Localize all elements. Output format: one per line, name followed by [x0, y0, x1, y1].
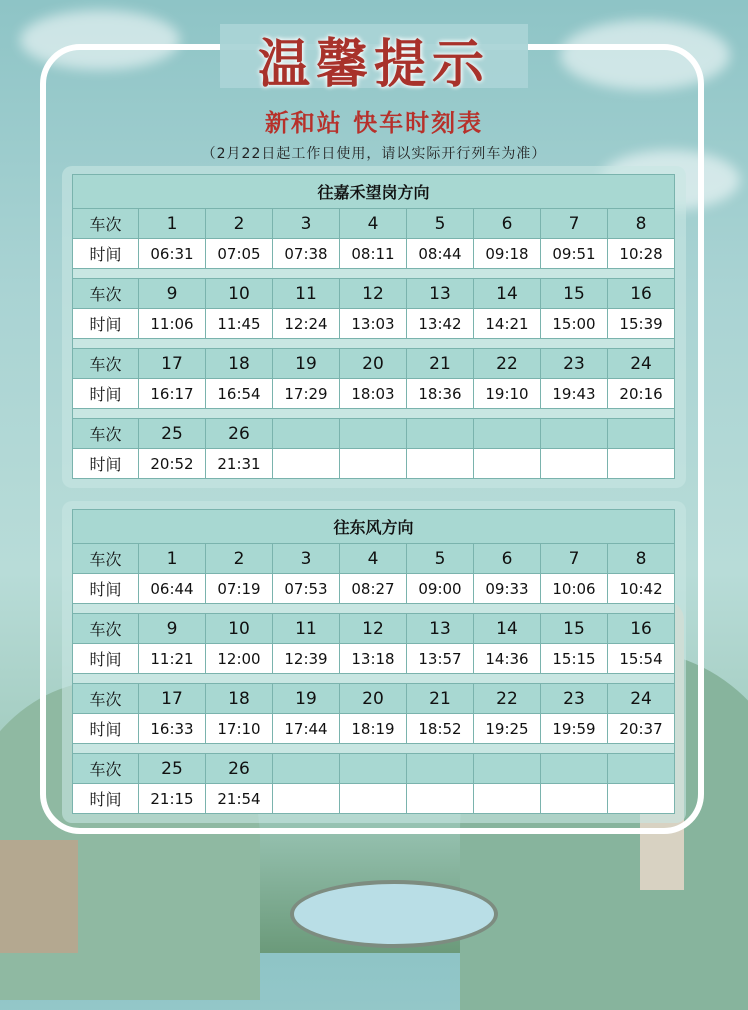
departure-time-cell: 21:15 [139, 784, 206, 814]
time-label: 时间 [73, 574, 139, 604]
departure-time-cell: 09:51 [541, 239, 608, 269]
train-number-cell: 4 [340, 544, 407, 574]
train-number-row [73, 349, 675, 379]
train-number-cell: 12 [340, 279, 407, 309]
train-number-cell: 21 [407, 349, 474, 379]
departure-time-cell: 14:21 [474, 309, 541, 339]
train-number-cell: 26 [206, 419, 273, 449]
train-number-cell [273, 419, 340, 449]
timetable-direction-2 [72, 509, 675, 814]
departure-time-cell: 15:00 [541, 309, 608, 339]
page-subtitle: 新和站 快车时刻表 [264, 109, 484, 137]
train-number-cell: 8 [608, 209, 675, 239]
train-number-cell: 15 [541, 614, 608, 644]
departure-time-row [73, 714, 675, 744]
train-number-cell: 23 [541, 684, 608, 714]
gate-decoration [0, 840, 78, 953]
spacer-cell [73, 269, 675, 279]
departure-time-cell: 07:53 [273, 574, 340, 604]
train-number-cell [541, 419, 608, 449]
train-number-cell: 19 [273, 349, 340, 379]
departure-time-cell: 19:43 [541, 379, 608, 409]
direction-title: 往嘉禾望岗方向 [73, 175, 675, 209]
departure-time-cell: 15:39 [608, 309, 675, 339]
departure-time-row [73, 379, 675, 409]
train-number-cell: 19 [273, 684, 340, 714]
train-number-cell: 5 [407, 209, 474, 239]
train-number-cell [340, 419, 407, 449]
car-label: 车次 [73, 279, 139, 309]
departure-time-cell: 09:33 [474, 574, 541, 604]
departure-time-cell [340, 449, 407, 479]
departure-time-cell [541, 784, 608, 814]
train-number-row [73, 279, 675, 309]
spacer-cell [73, 409, 675, 419]
departure-time-cell: 20:37 [608, 714, 675, 744]
spacer-cell [73, 339, 675, 349]
departure-time-row [73, 309, 675, 339]
departure-time-cell [273, 784, 340, 814]
departure-time-cell: 08:11 [340, 239, 407, 269]
departure-time-cell: 10:42 [608, 574, 675, 604]
train-number-cell: 7 [541, 209, 608, 239]
train-number-cell: 10 [206, 279, 273, 309]
departure-time-cell: 18:03 [340, 379, 407, 409]
train-number-cell: 21 [407, 684, 474, 714]
row-spacer [73, 674, 675, 684]
departure-time-cell: 13:57 [407, 644, 474, 674]
train-number-cell: 6 [474, 209, 541, 239]
train-number-cell: 12 [340, 614, 407, 644]
train-number-cell [541, 754, 608, 784]
departure-time-cell [608, 449, 675, 479]
departure-time-cell: 08:27 [340, 574, 407, 604]
departure-time-cell: 14:36 [474, 644, 541, 674]
train-number-cell: 13 [407, 279, 474, 309]
train-number-cell: 16 [608, 279, 675, 309]
departure-time-row [73, 239, 675, 269]
train-number-cell: 1 [139, 209, 206, 239]
departure-time-cell: 11:06 [139, 309, 206, 339]
train-number-cell: 24 [608, 349, 675, 379]
car-label: 车次 [73, 209, 139, 239]
train-number-row [73, 419, 675, 449]
departure-time-cell [273, 449, 340, 479]
departure-time-cell: 19:25 [474, 714, 541, 744]
departure-time-row [73, 784, 675, 814]
time-label: 时间 [73, 644, 139, 674]
departure-time-cell: 10:06 [541, 574, 608, 604]
train-number-cell: 3 [273, 544, 340, 574]
car-label: 车次 [73, 419, 139, 449]
time-label: 时间 [73, 449, 139, 479]
departure-time-cell: 06:31 [139, 239, 206, 269]
train-number-cell: 1 [139, 544, 206, 574]
departure-time-cell [340, 784, 407, 814]
departure-time-cell: 13:03 [340, 309, 407, 339]
departure-time-cell [474, 449, 541, 479]
train-number-cell [474, 754, 541, 784]
departure-time-cell: 15:54 [608, 644, 675, 674]
train-number-cell: 8 [608, 544, 675, 574]
timetable-direction-1 [72, 174, 675, 479]
departure-time-cell: 17:44 [273, 714, 340, 744]
departure-time-cell [407, 784, 474, 814]
train-number-cell: 20 [340, 349, 407, 379]
departure-time-cell: 11:21 [139, 644, 206, 674]
train-number-cell: 18 [206, 349, 273, 379]
departure-time-cell: 19:59 [541, 714, 608, 744]
train-number-cell: 26 [206, 754, 273, 784]
train-number-cell: 23 [541, 349, 608, 379]
train-number-cell: 14 [474, 614, 541, 644]
train-number-cell: 16 [608, 614, 675, 644]
usage-note: （2月22日起工作日使用，请以实际开行列车为准） [201, 146, 547, 162]
row-spacer [73, 269, 675, 279]
time-label: 时间 [73, 309, 139, 339]
row-spacer [73, 744, 675, 754]
train-number-cell: 14 [474, 279, 541, 309]
train-number-cell: 25 [139, 419, 206, 449]
departure-time-cell [541, 449, 608, 479]
train-number-cell: 17 [139, 684, 206, 714]
departure-time-cell: 17:10 [206, 714, 273, 744]
pond-decoration [290, 880, 498, 948]
departure-time-cell: 17:29 [273, 379, 340, 409]
car-label: 车次 [73, 349, 139, 379]
car-label: 车次 [73, 614, 139, 644]
train-number-cell: 9 [139, 279, 206, 309]
departure-time-cell: 16:54 [206, 379, 273, 409]
train-number-cell: 20 [340, 684, 407, 714]
departure-time-cell: 07:05 [206, 239, 273, 269]
car-label: 车次 [73, 684, 139, 714]
direction-title: 往东风方向 [73, 510, 675, 544]
departure-time-cell: 18:52 [407, 714, 474, 744]
departure-time-cell [407, 449, 474, 479]
train-number-cell: 22 [474, 684, 541, 714]
car-label: 车次 [73, 544, 139, 574]
departure-time-cell: 13:42 [407, 309, 474, 339]
train-number-cell [474, 419, 541, 449]
departure-time-cell: 21:54 [206, 784, 273, 814]
train-number-cell: 2 [206, 209, 273, 239]
departure-time-cell: 15:15 [541, 644, 608, 674]
train-number-row [73, 544, 675, 574]
time-label: 时间 [73, 239, 139, 269]
train-number-cell [407, 419, 474, 449]
spacer-cell [73, 604, 675, 614]
train-number-cell: 4 [340, 209, 407, 239]
train-number-row [73, 209, 675, 239]
train-number-cell [340, 754, 407, 784]
page-title: 温馨提示 [257, 35, 490, 95]
train-number-cell: 5 [407, 544, 474, 574]
train-number-row [73, 754, 675, 784]
train-number-cell: 25 [139, 754, 206, 784]
train-number-cell [608, 754, 675, 784]
departure-time-cell: 19:10 [474, 379, 541, 409]
time-label: 时间 [73, 379, 139, 409]
row-spacer [73, 604, 675, 614]
train-number-cell: 18 [206, 684, 273, 714]
departure-time-cell: 12:00 [206, 644, 273, 674]
train-number-cell: 9 [139, 614, 206, 644]
train-number-cell: 24 [608, 684, 675, 714]
departure-time-cell: 10:28 [608, 239, 675, 269]
train-number-row [73, 684, 675, 714]
direction-header-row [73, 510, 675, 544]
departure-time-row [73, 449, 675, 479]
departure-time-cell: 12:24 [273, 309, 340, 339]
departure-time-cell [608, 784, 675, 814]
departure-time-cell: 16:17 [139, 379, 206, 409]
spacer-cell [73, 674, 675, 684]
train-number-cell: 17 [139, 349, 206, 379]
departure-time-cell: 09:18 [474, 239, 541, 269]
train-number-cell [608, 419, 675, 449]
train-number-cell: 11 [273, 614, 340, 644]
departure-time-cell: 21:31 [206, 449, 273, 479]
departure-time-cell: 07:38 [273, 239, 340, 269]
time-label: 时间 [73, 714, 139, 744]
row-spacer [73, 339, 675, 349]
departure-time-cell: 06:44 [139, 574, 206, 604]
departure-time-cell: 11:45 [206, 309, 273, 339]
time-label: 时间 [73, 784, 139, 814]
train-number-cell [273, 754, 340, 784]
departure-time-row [73, 574, 675, 604]
departure-time-cell: 09:00 [407, 574, 474, 604]
train-number-cell: 10 [206, 614, 273, 644]
train-number-cell: 13 [407, 614, 474, 644]
departure-time-cell: 16:33 [139, 714, 206, 744]
train-number-cell: 7 [541, 544, 608, 574]
departure-time-cell: 18:36 [407, 379, 474, 409]
departure-time-cell: 07:19 [206, 574, 273, 604]
departure-time-cell: 13:18 [340, 644, 407, 674]
row-spacer [73, 409, 675, 419]
train-number-row [73, 614, 675, 644]
train-number-cell: 3 [273, 209, 340, 239]
departure-time-cell: 20:16 [608, 379, 675, 409]
train-number-cell: 2 [206, 544, 273, 574]
spacer-cell [73, 744, 675, 754]
departure-time-cell: 08:44 [407, 239, 474, 269]
train-number-cell: 11 [273, 279, 340, 309]
car-label: 车次 [73, 754, 139, 784]
departure-time-cell [474, 784, 541, 814]
train-number-cell [407, 754, 474, 784]
departure-time-cell: 12:39 [273, 644, 340, 674]
departure-time-cell: 20:52 [139, 449, 206, 479]
train-number-cell: 15 [541, 279, 608, 309]
departure-time-row [73, 644, 675, 674]
train-number-cell: 6 [474, 544, 541, 574]
direction-header-row [73, 175, 675, 209]
departure-time-cell: 18:19 [340, 714, 407, 744]
train-number-cell: 22 [474, 349, 541, 379]
